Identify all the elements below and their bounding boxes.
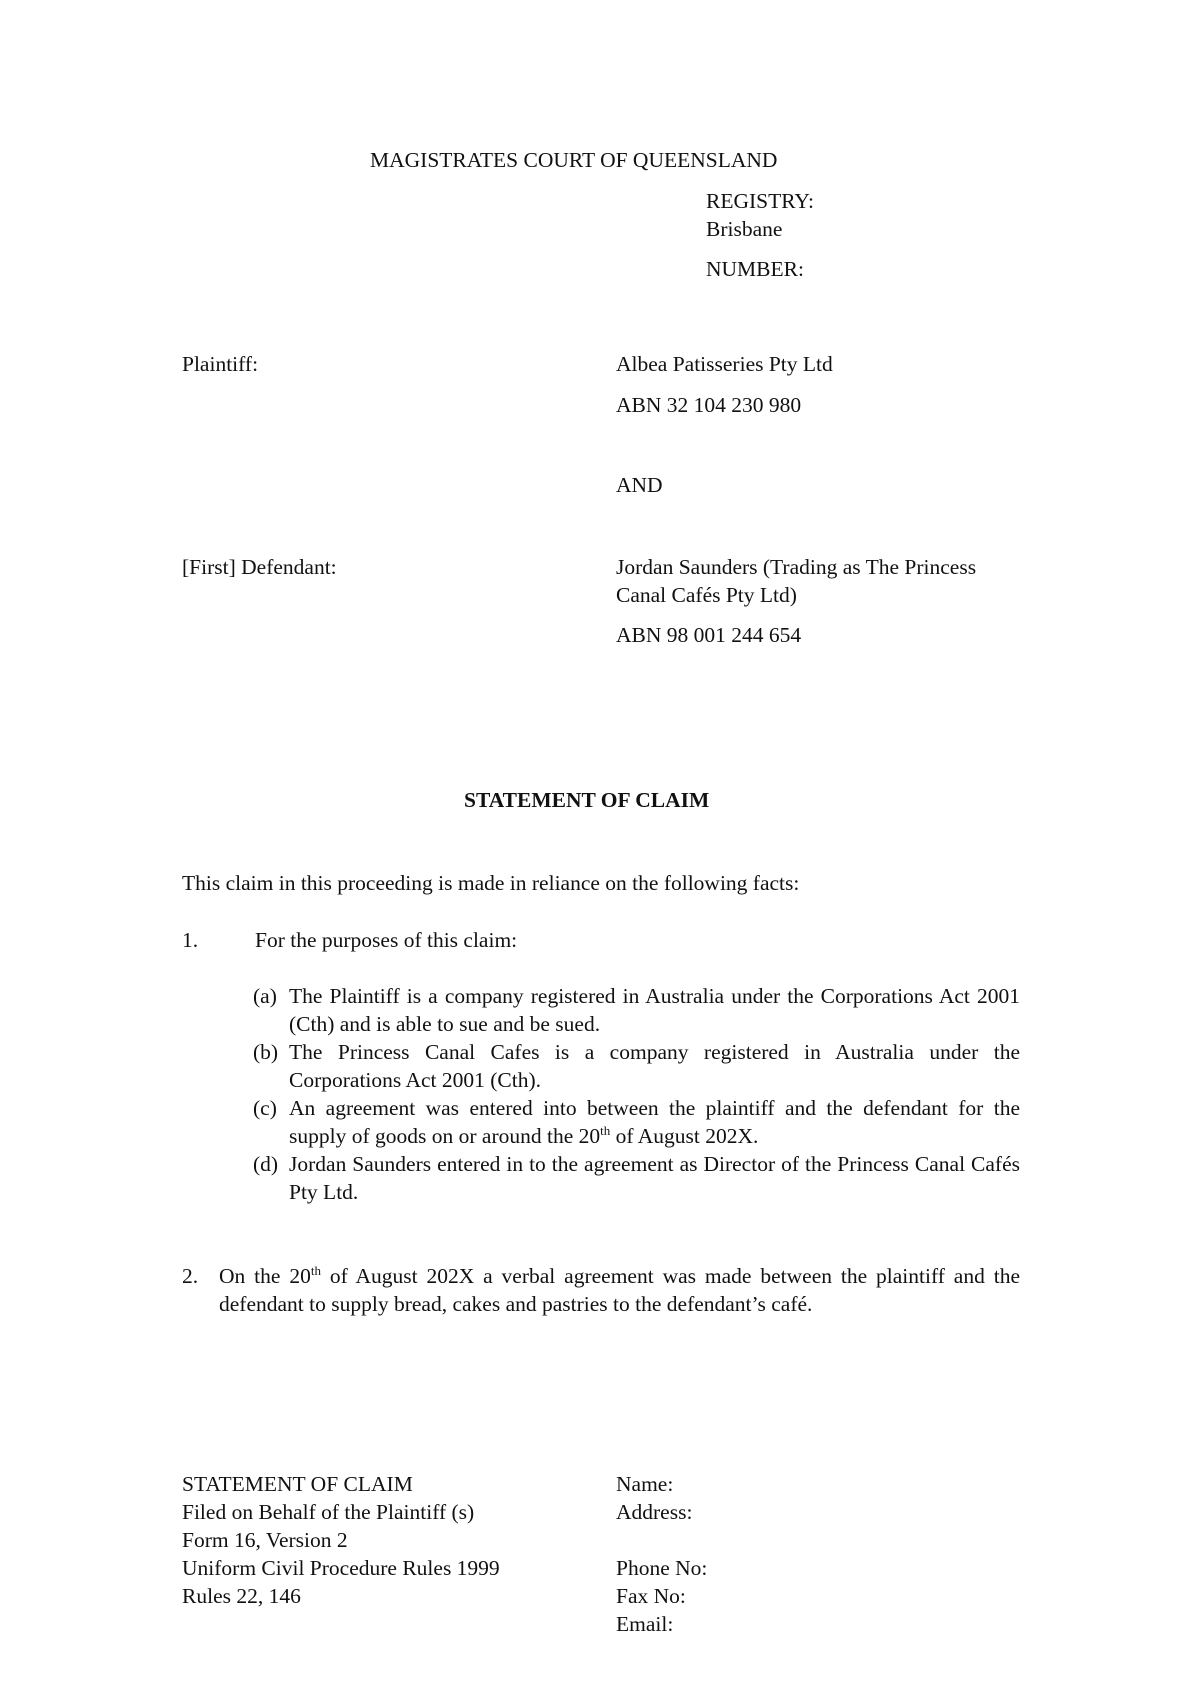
footer-name-label: Name: [616, 1472, 674, 1496]
list-item-b-label: (b) [253, 1040, 279, 1064]
footer-email-label: Email: [616, 1612, 674, 1636]
plaintiff-abn: ABN 32 104 230 980 [616, 393, 802, 417]
footer-line-5: Rules 22, 146 [182, 1584, 301, 1608]
list-item-a-text: The Plaintiff is a company registered in Australia under the Corporations Act 2001 (Cth) and is able to sue and be sued. [289, 984, 1020, 1036]
footer-line-2: Filed on Behalf of the Plaintiff (s) [182, 1500, 475, 1524]
list-item-d-label: (d) [253, 1152, 279, 1176]
plaintiff-label: Plaintiff: [182, 352, 259, 376]
registry-label: REGISTRY: [706, 189, 814, 213]
footer-address-label: Address: [616, 1500, 693, 1524]
list-item-c-text-before: An agreement was entered into between the plaintiff and the defendant for the supply of goods on or around the 20 [289, 1096, 1020, 1148]
para2-text-before: On the 20 [219, 1264, 311, 1288]
document-title: STATEMENT OF CLAIM [464, 788, 710, 812]
intro-text: This claim in this proceeding is made in reliance on the following facts: [182, 871, 800, 895]
footer-fax-label: Fax No: [616, 1584, 686, 1608]
plaintiff-name: Albea Patisseries Pty Ltd [616, 352, 833, 376]
list-item-b-text: The Princess Canal Cafes is a company registered in Australia under the Corporations Act 2001 (Cth). [289, 1040, 1020, 1092]
and-separator: AND [616, 473, 663, 497]
list-item-a-label: (a) [253, 984, 277, 1008]
para1-number: 1. [182, 928, 199, 952]
footer-phone-label: Phone No: [616, 1556, 708, 1580]
list-item-c-label: (c) [253, 1096, 277, 1120]
defendant-name-line1: Jordan Saunders (Trading as The Princess [616, 555, 977, 579]
list-item-d [253, 1150, 1020, 1206]
court-name: MAGISTRATES COURT OF QUEENSLAND [370, 148, 778, 172]
footer-line-4: Uniform Civil Procedure Rules 1999 [182, 1556, 500, 1580]
registry-value: Brisbane [706, 217, 783, 241]
list-item-b [253, 1038, 1020, 1094]
para2-sup: th [310, 1263, 321, 1278]
defendant-name-line2: Canal Cafés Pty Ltd) [616, 583, 797, 607]
para2-text [219, 1262, 1020, 1318]
list-item-c-text [289, 1094, 1020, 1150]
defendant-label: [First] Defendant: [182, 555, 337, 579]
list-item-a [253, 982, 1020, 1038]
list-item-d-text: Jordan Saunders entered in to the agreement as Director of the Princess Canal Cafés Pty Ltd. [289, 1152, 1020, 1204]
list-item-c-sup: th [600, 1123, 611, 1138]
list-item-c-text-after: of August 202X. [610, 1124, 759, 1148]
defendant-abn: ABN 98 001 244 654 [616, 623, 802, 647]
list-item-c [253, 1094, 1020, 1150]
para2-number: 2. [182, 1264, 199, 1288]
number-label: NUMBER: [706, 257, 804, 281]
para2-text-after: of August 202X a verbal agreement was made between the plaintiff and the defendant to supply bread, cakes and pastries to the defendant’s café. [219, 1264, 1020, 1316]
para1-lead: For the purposes of this claim: [255, 928, 518, 952]
footer-line-1: STATEMENT OF CLAIM [182, 1472, 413, 1496]
footer-line-3: Form 16, Version 2 [182, 1528, 348, 1552]
